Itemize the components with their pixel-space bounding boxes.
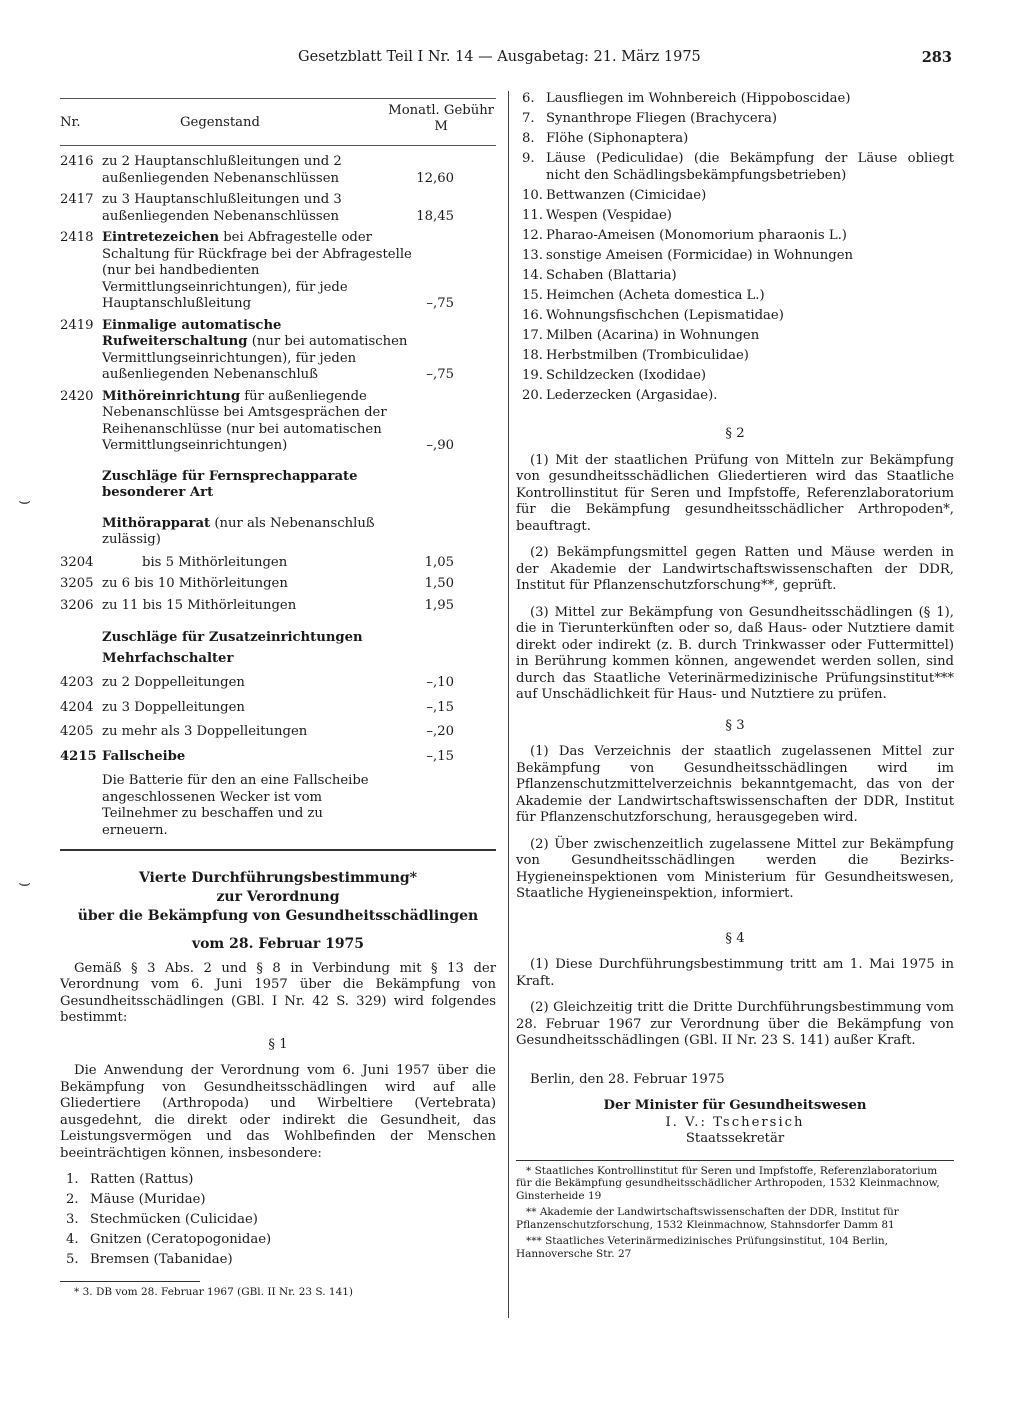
list-text: Bremsen (Tabanidae) [90,1252,233,1267]
section-4-para-1: (1) Diese Durchführungsbestimmung tritt am 1. Mai 1975 in Kraft. [516,957,954,989]
row-subject: zu mehr als 3 Doppelleitungen [102,724,308,739]
table-row [60,230,496,313]
row-subject: zu 6 bis 10 Mithörleitungen [102,576,288,591]
section-2-heading: § 2 [725,426,745,441]
list-text: Milben (Acarina) in Wohnungen [546,327,760,343]
list-item [516,91,954,108]
section-1-text: Die Anwendung der Verordnung vom 6. Juni 1957 über die Bekämpfung von Gesundheitsschädlingen wird auf alle Gliedertiere (Arthropoda) und Wirbeltiere (Vertebrata) ausgedehnt, die direkt oder indirekt die Gesundheit, das Leistungsvermögen und das Wohlbefinden der Menschen beeinträchtigen können, insbesondere: [60,1063,496,1161]
row-subject: zu 3 Hauptanschlußleitungen und 3 außenliegenden Nebenanschlüssen [102,192,342,224]
list-number: 12. [522,227,543,243]
footnotes-right [516,1165,954,1261]
footnote: ** Akademie der Landwirtschaftswissenschaften der DDR, Institut für Pflanzenschutzforschung, 1532 Kleinmachnow, Stahnsdorfer Damm 81 [516,1206,899,1231]
margin-mark: ⌣ [18,870,32,894]
list-number: 11. [522,207,543,223]
row-number: 4203 [60,675,94,690]
list-text: Mäuse (Muridae) [90,1192,206,1207]
decree-title [60,869,496,926]
group-heading: Zuschläge für Zusatzeinrichtungen [102,630,363,645]
row-subject: bis 5 Mithörleitungen [142,554,288,570]
row-number: 3205 [60,576,94,591]
footnote-rule [60,1281,200,1282]
row-subject-bold: Fallscheibe [102,748,186,764]
list-item [60,1252,496,1269]
list-item [60,1172,496,1189]
row-fee: –,75 [426,367,454,382]
list-number: 13. [522,247,543,263]
decree-title-line1: Vierte Durchführungsbestimmung* [138,870,418,886]
row-number: 4204 [60,699,94,715]
list-number: 8. [522,131,535,146]
col-header-fee [388,103,494,135]
list-item [60,1212,496,1229]
section-2-para-1: (1) Mit der staatlichen Prüfung von Mitteln zur Bekämpfung von gesundheitsschädlichen Gliedertieren wird das Staatliche Kontrollinstitut für Seren und Impfstoffe, Referenzlaboratorium für die Bekämpfung gesundheitsschädlicher Arthropoden*, beauftragt. [516,452,954,534]
col-header-fee-unit: M [434,119,448,134]
right-column [516,91,954,1264]
page-number: 283 [921,49,952,66]
row-subject: zu 11 bis 15 Mithörleitungen [102,597,297,613]
mithoer-text: (nur als Nebenanschluß zulässig) [102,515,375,547]
pest-list-right [516,91,954,404]
row-subject-bold: Mithöreinrichtung [102,388,241,404]
col-header-fee-line1: Monatl. Gebühr [388,103,494,118]
section-1-heading: § 1 [268,1036,288,1052]
mithoer-heading [60,516,496,549]
list-item [516,228,954,245]
decree-title-line2: zur Verordnung [216,889,340,905]
list-item [516,111,954,128]
table-row [60,318,496,384]
footnote: * Staatliches Kontrollinstitut für Seren und Impfstoffe, Referenzlaboratorium für die Bekämpfung gesundheitsschädlicher Arthropoden, 1532 Kleinmachnow, Ginsterheide 19 [516,1164,940,1202]
row-fee: –,15 [426,748,454,764]
mithoer-bold: Mithörapparat [102,515,211,531]
row-fee: –,90 [426,438,454,453]
list-text: Ratten (Rattus) [90,1172,194,1187]
list-number: 2. [66,1192,79,1207]
table-row [60,724,496,741]
row-subject: zu 3 Doppelleitungen [102,699,245,715]
row-subject: zu 2 Doppelleitungen [102,675,245,690]
signer-role: Staatssekretär [685,1131,785,1146]
list-number: 4. [66,1232,79,1247]
row-fee: 1,50 [424,576,454,591]
list-item [516,308,954,325]
list-item [516,388,954,405]
pest-list-left [60,1172,496,1269]
section-3-heading: § 3 [725,717,745,733]
decree-intro: Gemäß § 3 Abs. 2 und § 8 in Verbindung mit § 13 der Verordnung vom 6. Juni 1957 über die Bekämpfung von Gesundheitsschädlingen (GBl. I Nr. 42 S. 329) wird folgendes bestimmt: [60,960,496,1025]
margin-mark: ⌣ [18,488,32,512]
list-item [516,188,954,205]
signer-name: I. V.: Tschersich [665,1114,805,1130]
row-number: 2417 [60,192,94,207]
list-text: Stechmücken (Culicidae) [90,1212,258,1227]
list-number: 19. [522,367,543,383]
list-number: 5. [66,1252,79,1267]
row-fee: –,75 [426,296,454,311]
row-number: 2420 [60,388,94,404]
list-text: Synanthrope Fliegen (Brachycera) [546,111,777,126]
list-item [516,151,954,184]
row-number: 3204 [60,554,94,570]
table-row [60,154,496,187]
row-subject-bold: Eintretezeichen [102,230,220,245]
column-divider [508,91,509,1318]
list-item [516,208,954,225]
list-item [516,248,954,265]
row-subject: (nur bei automatischen Vermittlungseinrichtungen), für jeden außenliegenden Nebenanschluß [102,334,408,382]
row-fee: –,15 [426,699,454,715]
list-text: Wespen (Vespidae) [546,207,672,223]
row-fee: –,10 [426,675,454,690]
list-number: 10. [522,187,543,203]
table-row [60,598,496,615]
footnote: *** Staatliches Veterinärmedizinisches Prüfungsinstitut, 104 Berlin, Hannoversche Str. 27 [516,1235,888,1260]
list-number: 17. [522,327,543,343]
list-number: 18. [522,347,543,363]
decree-title-line3: über die Bekämpfung von Gesundheitsschädlingen [77,908,479,924]
table-row [60,675,496,692]
table-row [60,576,496,593]
section-3-para-2: (2) Über zwischenzeitlich zugelassene Mittel zur Bekämpfung von Gesundheitsschädlingen werden die Bezirks-Hygieneinspektionen vom Ministerium für Gesundheitswesen, Staatliche Hygieneinspektion, informiert. [516,836,954,901]
list-number: 20. [522,387,543,403]
section-2-para-2: (2) Bekämpfungsmittel gegen Ratten und Mäuse werden in der Akademie der Landwirtschaftswissenschaften der DDR, Institut für Pflanzenschutzforschung**, geprüft. [516,545,954,593]
fee-table-header [60,98,496,146]
table-row [60,389,496,455]
row-fee: 1,05 [424,554,454,570]
list-text: Pharao-Ameisen (Monomorium pharaonis L.) [546,227,847,243]
list-number: 16. [522,307,543,323]
list-text: Heimchen (Acheta domestica L.) [546,287,765,303]
row-subject: zu 2 Hauptanschlußleitungen und 2 außenliegenden Nebenanschlüssen [102,154,342,186]
row-number: 4205 [60,724,94,739]
gazette-title: Gesetzblatt Teil I Nr. 14 — Ausgabetag: 21. März 1975 [298,49,701,65]
row-number: 2418 [60,230,94,245]
list-item [516,288,954,305]
list-text: Schildzecken (Ixodidae) [546,367,707,383]
footnote-rule [516,1160,954,1161]
col-header-subject: Gegenstand [180,115,260,130]
list-item [516,348,954,365]
list-text: Bettwanzen (Cimicidae) [546,187,707,203]
section-rule [60,849,496,851]
row-subject-bold: Einmalige automatische Rufweiterschaltung [102,317,282,349]
list-number: 15. [522,287,543,303]
section-3-para-1: (1) Das Verzeichnis der staatlich zugelassenen Mittel zur Bekämpfung von Gesundheitsschädlingen wird im Pflanzenschutzmittelverzeichnis bekanntgemacht, das von der Akademie der Landwirtschaftswissenschaften der DDR, Institut für Pflanzenschutzforschung, herausgegeben wird. [516,744,954,825]
list-number: 3. [66,1212,79,1227]
table-row [60,749,496,766]
left-column [60,98,496,1302]
section-4-heading: § 4 [725,930,745,946]
list-text: Läuse (Pediculidae) (die Bekämpfung der Läuse obliegt nicht den Schädlingsbekämpfungsbetrieben) [546,151,954,183]
list-number: 14. [522,267,543,283]
section-2-para-3: (3) Mittel zur Bekämpfung von Gesundheitsschädlingen (§ 1), die in Tierunterkünften oder so, daß Haus- oder Nutztiere damit direkt oder indirekt (z. B. durch Trinkwasser oder Futtermittel) in Berührung kommen können, angewendet werden sollen, sind durch das Staatliche Veterinärmedizinische Prüfungsinstitut*** auf Unschädlichkeit für Haus- und Nutztiere zu prüfen. [516,604,954,702]
list-text: Herbstmilben (Trombiculidae) [546,347,749,363]
list-number: 1. [66,1172,79,1187]
list-text: Lausfliegen im Wohnbereich (Hippoboscidae) [546,91,851,106]
list-item [516,368,954,385]
list-number: 7. [522,111,535,126]
table-row [60,192,496,225]
list-text: Flöhe (Siphonaptera) [546,131,689,146]
decree-date: vom 28. Februar 1975 [191,936,365,952]
section-4-para-2: (2) Gleichzeitig tritt die Dritte Durchführungsbestimmung vom 28. Februar 1967 zur Verordnung über die Bekämpfung von Gesundheitsschädlingen (GBl. II Nr. 23 S. 141) außer Kraft. [516,1000,954,1048]
table-note: Die Batterie für den an eine Fallscheibe angeschlossenen Wecker ist vom Teilnehmer zu beschaffen und zu erneuern. [102,773,369,838]
row-subject: bei Abfragestelle oder Schaltung für Rückfrage bei der Abfragestelle (nur bei handbedienten Vermittlungseinrichtungen), für jede Hauptanschlußleitung [102,230,412,311]
group-subheading: Mehrfachschalter [102,650,234,666]
row-number: 2419 [60,317,94,333]
place-date: Berlin, den 28. Februar 1975 [530,1071,725,1087]
list-text: Lederzecken (Argasidae). [546,387,718,403]
row-fee: 12,60 [416,170,454,186]
table-row [60,555,496,572]
row-number: 3206 [60,597,94,613]
row-number: 4215 [60,748,97,764]
col-header-nr: Nr. [60,115,81,130]
table-row [60,700,496,717]
footnote-left: * 3. DB vom 28. Februar 1967 (GBl. II Nr. 23 S. 141) [74,1285,354,1298]
group-heading: Zuschläge für Fernsprechapparate besonderer Art [102,468,358,500]
signer-title: Der Minister für Gesundheitswesen [603,1098,867,1113]
list-item [516,328,954,345]
list-number: 6. [522,91,535,106]
list-text: sonstige Ameisen (Formicidae) in Wohnungen [546,247,854,263]
list-text: Wohnungsfischchen (Lepismatidae) [546,307,784,323]
row-subject: für außenliegende Nebenanschlüsse bei Amtsgesprächen der Reihenanschlüsse (nur bei automatischen Vermittlungseinrichtungen) [102,388,387,453]
row-number: 2416 [60,154,94,169]
list-text: Schaben (Blattaria) [546,267,677,283]
list-number: 9. [522,151,535,166]
list-item [60,1192,496,1209]
row-fee: 1,95 [424,597,454,613]
list-item [60,1232,496,1249]
list-item [516,131,954,148]
row-fee: –,20 [426,724,454,739]
list-text: Gnitzen (Ceratopogonidae) [90,1232,272,1247]
list-item [516,268,954,285]
row-fee: 18,45 [416,208,454,224]
